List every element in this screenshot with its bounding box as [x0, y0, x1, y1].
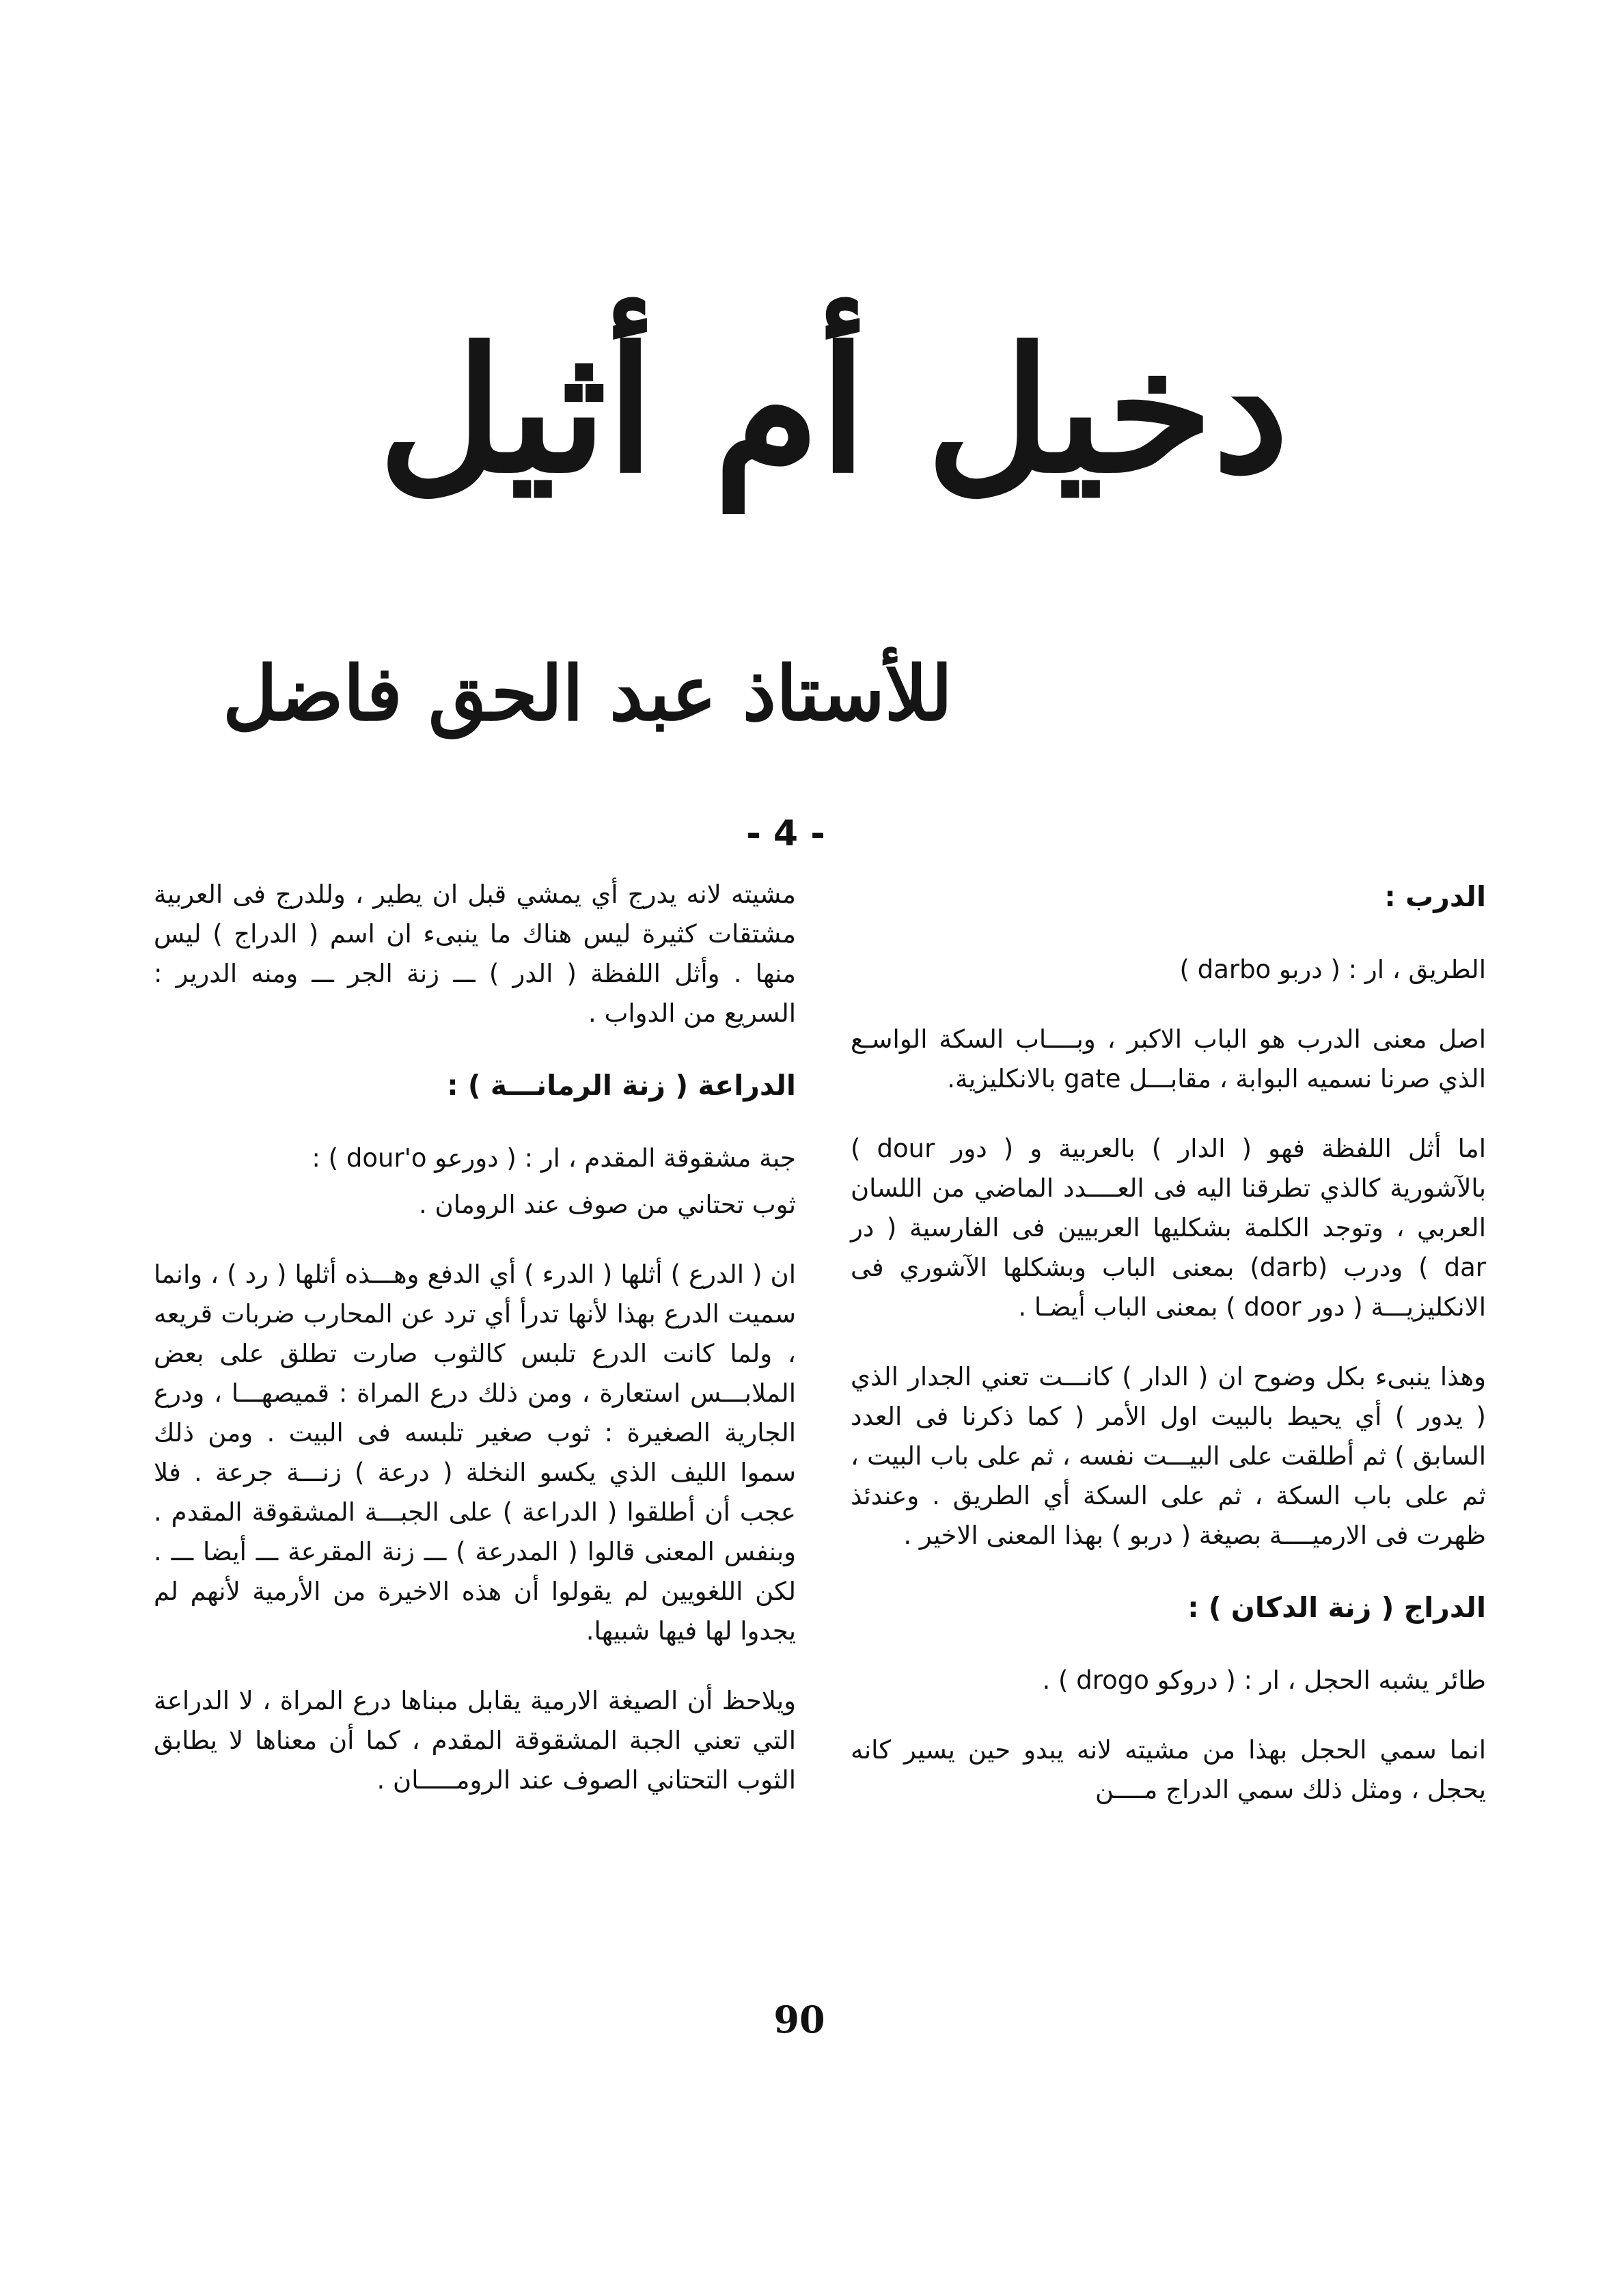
entry-durraj-paragraph-1: انما سمي الحجل بهذا من مشيته لانه يبدو حين يسير كانه يحجل ، ومثل ذلك سمي الدراج مــــن	[851, 1735, 1486, 1804]
entry-heading-darb: الدرب :	[1384, 880, 1486, 913]
entry-durraa-paragraph-1: ان ( الدرع ) أثلها ( الدرء ) أي الدفع وهـــذه أثلها ( رد ) ، وانما سميت الدرع بهذا لأنها تدرأ أي ترد عن المحارب ضربات قريعه ، ولما كانت الدرع تلبس كالثوب صارت تطلق على بعض الملابـــس استعارة ، ومن ذلك درع المراة : قميصهـــا ، ودرع الجارية الصغيرة : ثوب صغير تلبسه فى البيت . ومن ذلك سموا الليف الذي يكسو النخلة ( درعة ) زنـــة جرعة . فلا عجب أن أطلقوا ( الدراعة ) على الجبـــة المشقوقة المقدم . وبنفس المعنى قالوا ( المدرعة ) ـــ زنة المقرعة ـــ أيضا ـــ . لكن اللغويين لم يقولوا أن هذه الاخيرة من الأرمية لأنهم لم يجدوا لها فيها شبيها.	[154, 1260, 796, 1646]
left-column	[154, 875, 796, 1830]
entry-durraa-definition-2: ثوب تحتاني من صوف عند الرومان .	[419, 1190, 796, 1219]
entry-durraj-continuation: مشيته لانه يدرج أي يمشي قبل ان يطير ، وللدرج فى العربية مشتقات كثيرة ليس هناك ما ينبىء ان اسم ( الدراج ) ليس منها . وأثل اللفظة ( الدر ) ـــ زنة الجر ـــ ومنه الدرير : السريع من الدواب .	[154, 880, 796, 1028]
entry-heading-durraj: الدراج ( زنة الدكان ) :	[1187, 1591, 1486, 1624]
entry-darb-definition: الطريق ، ار : ( دربو darbo )	[1179, 955, 1486, 984]
entry-darb-paragraph-1: اصل معنى الدرب هو الباب الاكبر ، وبــــاب السكة الواسـع الذي صرنا نسميه البوابة ، مقابـــل gate بالانكليزية.	[851, 1024, 1486, 1093]
author-signature: للأستاذ عبد الحق فاضل	[222, 649, 953, 737]
entry-durraj-definition: طائر يشبه الحجل ، ار : ( دروكو drogo ) .	[1042, 1666, 1486, 1695]
entry-durraa-paragraph-2: ويلاحظ أن الصيغة الارمية يقابل مبناها درع المراة ، لا الدراعة التي تعني الجبة المشقوقة المقدم ، كما أن معناها لا يطابق الثوب التحتاني الصوف عند الرومـــــان .	[154, 1686, 796, 1795]
entry-darb-paragraph-3: وهذا ينبىء بكل وضوح ان ( الدار ) كانـــت تعني الجدار الذي ( يدور ) أي يحيط بالبيت اول الأمر ( كما ذكرنا فى العدد السابق ) ثم أطلقت على البيـــت نفسه ، ثم على باب البيت ، ثم على باب السكة ، ثم على السكة أي الطريق . وعندئذ ظهرت فى الارميــــة بصيغة ( دربو ) بهذا المعنى الاخير .	[851, 1362, 1486, 1550]
entry-durraa-definition: جبة مشقوقة المقدم ، ار : ( دورعو dour'o ) :	[312, 1143, 796, 1173]
entry-heading-durraa: الدراعة ( زنة الرمانـــة ) :	[447, 1069, 796, 1102]
part-number: - 4 -	[746, 813, 825, 854]
right-column	[851, 875, 1486, 1840]
entry-darb-paragraph-2: اما أثل اللفظة فهو ( الدار ) بالعربية و ( دور dour ) بالآشورية كالذي تطرقنا اليه فى العــــدد الماضي من اللسان العربي ، وتوجد الكلمة بشكليها العربيين فى الفارسية ( در dar ) ودرب (darb) بمعنى الباب وبشكلها الآشوري فى الانكليزيـــة ( دور door ) بمعنى الباب أيضـا .	[851, 1134, 1486, 1322]
page-number: 90	[773, 1998, 825, 2041]
article-title: دخيل أم أثيل	[378, 310, 1289, 511]
